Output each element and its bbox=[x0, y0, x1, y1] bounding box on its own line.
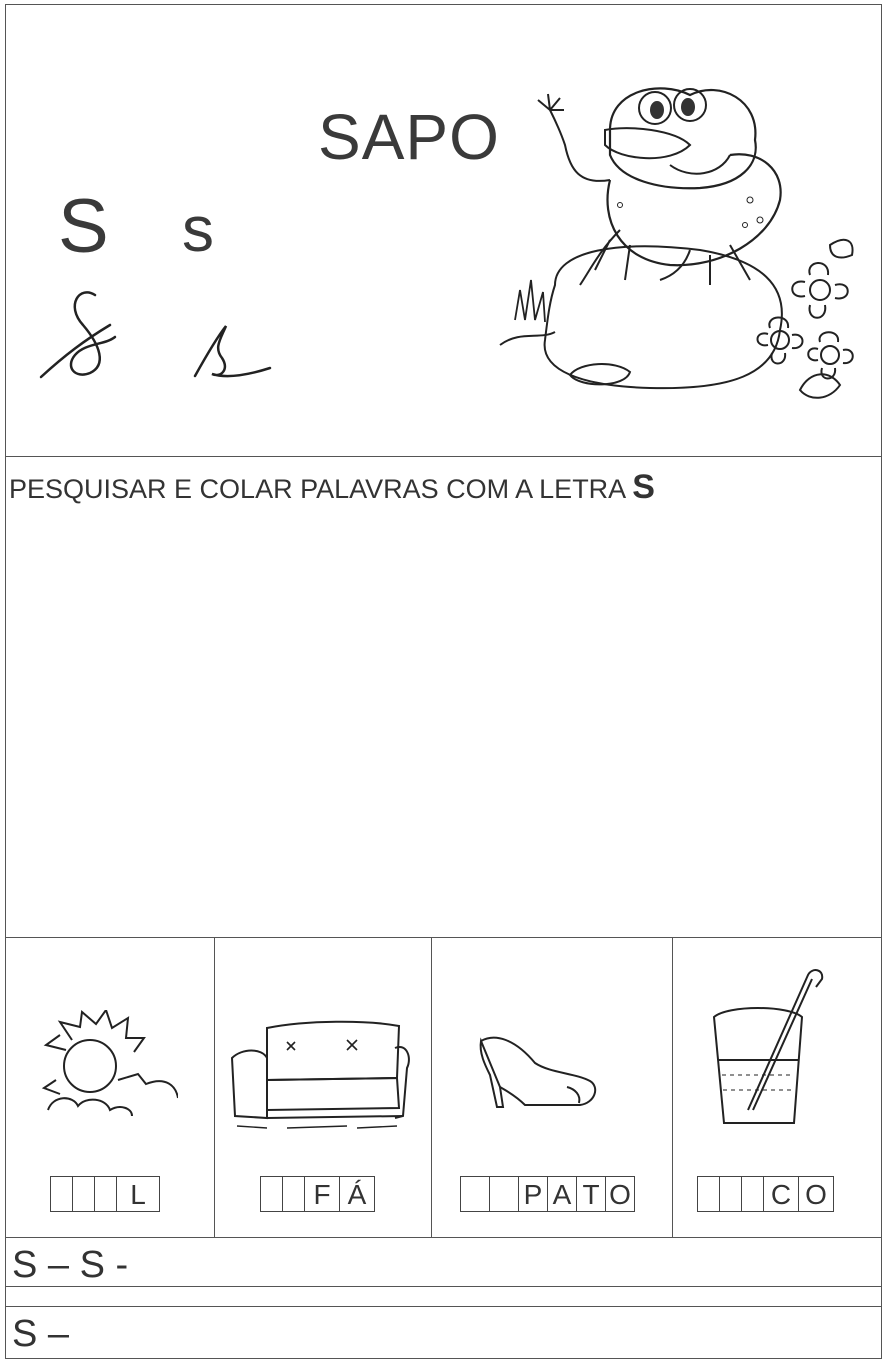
letter-box: Á bbox=[339, 1176, 375, 1212]
instruction-label: PESQUISAR E COLAR PALAVRAS COM A LETRA bbox=[9, 474, 627, 504]
letter-box[interactable] bbox=[460, 1176, 490, 1212]
cursive-capital-s-icon bbox=[35, 285, 125, 385]
divider-line-1 bbox=[6, 1286, 881, 1287]
divider-header bbox=[6, 456, 881, 457]
letter-box[interactable] bbox=[50, 1176, 73, 1212]
letter-box[interactable] bbox=[260, 1176, 283, 1212]
letter-box[interactable] bbox=[489, 1176, 519, 1212]
letter-box[interactable] bbox=[719, 1176, 742, 1212]
letter-box: C bbox=[763, 1176, 799, 1212]
word-boxes-sofa bbox=[260, 1176, 375, 1212]
divider-line-2 bbox=[6, 1306, 881, 1307]
letter-box[interactable] bbox=[697, 1176, 720, 1212]
cursive-lowercase-s-icon bbox=[190, 318, 280, 383]
letter-box: O bbox=[605, 1176, 635, 1212]
word-boxes-sun bbox=[50, 1176, 160, 1212]
sofa-icon bbox=[227, 1018, 412, 1138]
instruction-text bbox=[9, 468, 655, 507]
cell-divider-3 bbox=[672, 937, 673, 1237]
divider-exercises bbox=[6, 1237, 881, 1238]
letter-box[interactable] bbox=[741, 1176, 764, 1212]
letter-box: A bbox=[547, 1176, 577, 1212]
practice-line-1[interactable]: S – S - bbox=[12, 1244, 129, 1286]
instruction-letter: S bbox=[632, 468, 655, 506]
word-boxes-shoe bbox=[460, 1176, 635, 1212]
print-lowercase-letter: s bbox=[182, 193, 214, 265]
page-title: SAPO bbox=[318, 101, 500, 173]
letter-box: F bbox=[304, 1176, 340, 1212]
practice-line-2[interactable]: S – bbox=[12, 1313, 70, 1355]
letter-box[interactable] bbox=[72, 1176, 95, 1212]
letter-box[interactable] bbox=[282, 1176, 305, 1212]
letter-box: O bbox=[798, 1176, 834, 1212]
letter-box: L bbox=[116, 1176, 160, 1212]
frog-on-rock-illustration bbox=[460, 70, 860, 415]
shoe-icon bbox=[481, 1038, 596, 1107]
letter-box: T bbox=[576, 1176, 606, 1212]
print-capital-letter: S bbox=[58, 184, 109, 269]
cell-divider-2 bbox=[431, 937, 432, 1237]
cell-divider-1 bbox=[214, 937, 215, 1237]
letter-box: P bbox=[518, 1176, 548, 1212]
sun-icon bbox=[38, 1010, 178, 1122]
divider-paste-area bbox=[6, 937, 881, 938]
letter-box[interactable] bbox=[94, 1176, 117, 1212]
juice-glass-icon bbox=[708, 965, 828, 1130]
word-boxes-juice bbox=[697, 1176, 834, 1212]
